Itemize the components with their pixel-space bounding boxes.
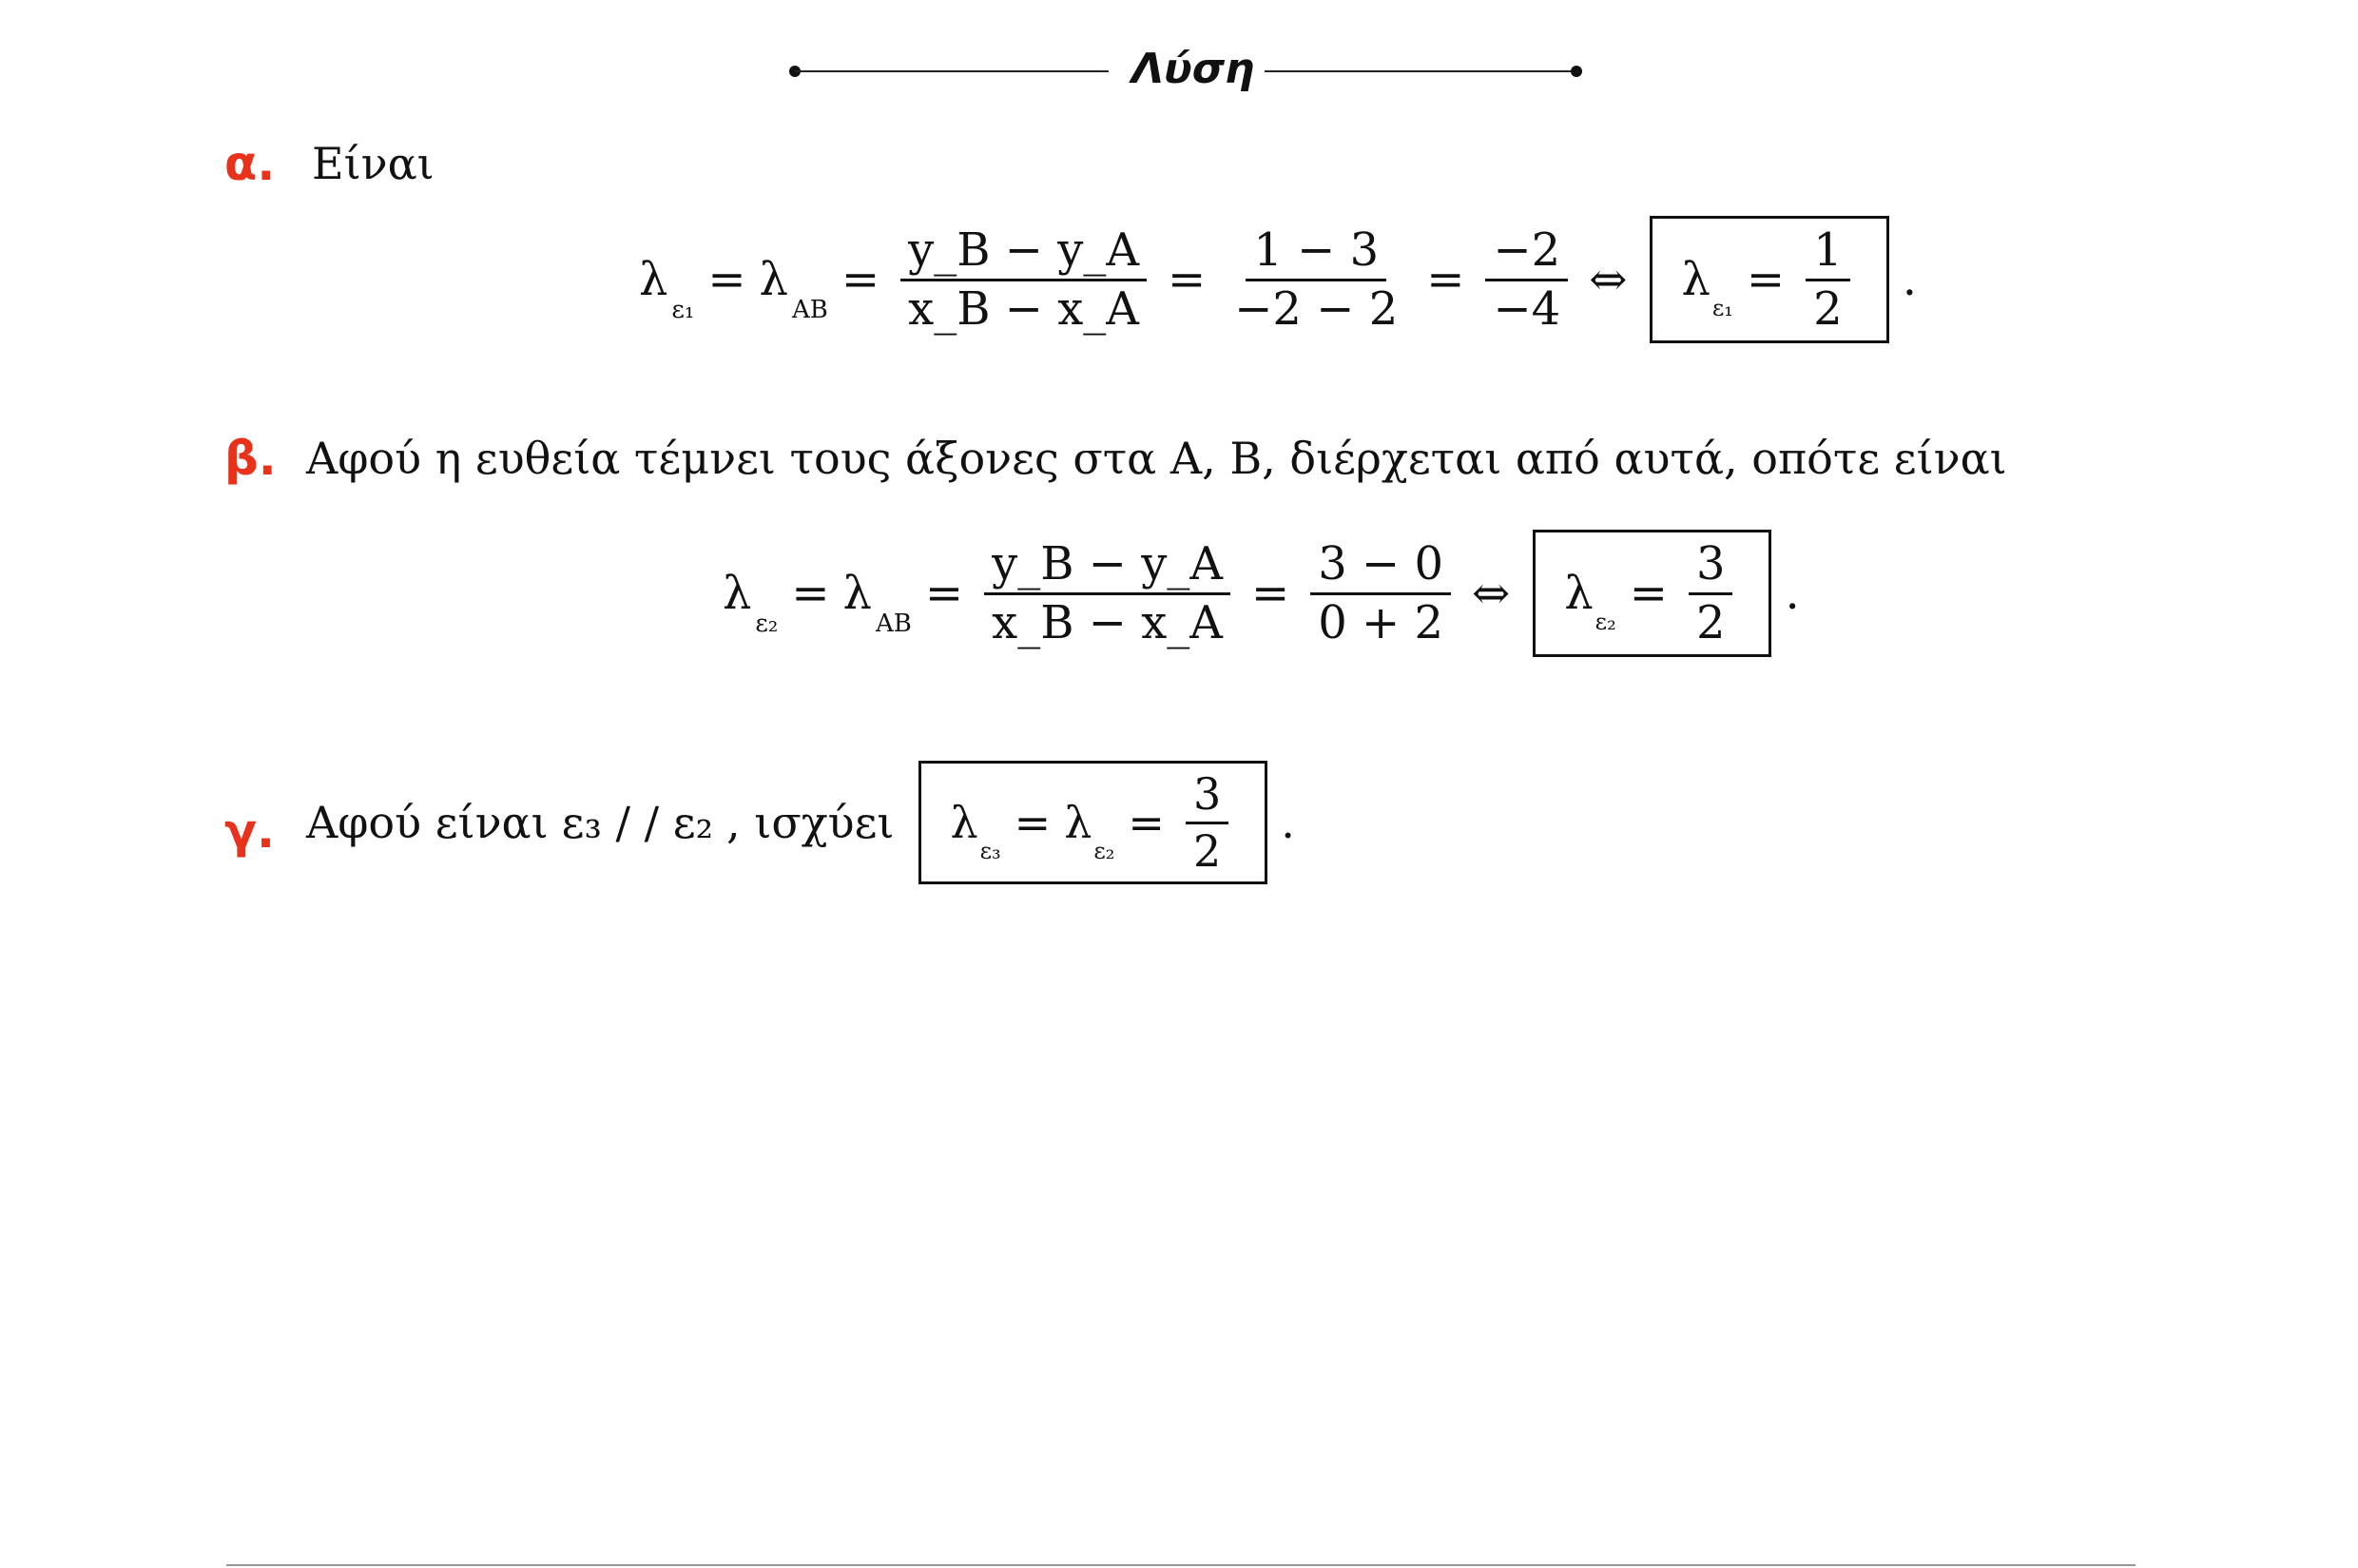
part-c-text-before: Αφού είναι xyxy=(306,797,549,848)
header-left-rule xyxy=(795,70,1109,72)
part-b-formula: λ ε₂ = λ AB = $\frac{y\_B - y\_A}{x\_B - x\_A}$ = $\frac{3 - 0}{0 + 2}$ ⇔ λ ε₂ = $\frac{3}{2}$ . xyxy=(723,517,1800,669)
solution-title: Λύση xyxy=(1131,45,1255,93)
simplified-fraction: $\frac{-2}{-4}$ xyxy=(1485,226,1568,333)
substitution-fraction: $\frac{3 - 0}{0 + 2}$ xyxy=(1310,540,1451,647)
part-c-line: Αφού είναι ε₃ / / ε₂ , ισχύει λ ε₃ = λ ε₂ = $\frac{3}{2}$ . xyxy=(306,751,1295,894)
result-box-b: λ ε₂ = $\frac{3}{2}$ xyxy=(1533,530,1771,657)
part-a-label: α. xyxy=(224,136,276,191)
slope-fraction: $\frac{y\_B - y\_A}{x\_B - x\_A}$ xyxy=(984,540,1230,647)
lambda-e2: λ ε₂ xyxy=(723,567,779,638)
part-b-label: β. xyxy=(224,431,277,486)
part-a-formula: λ ε₁ = λ AB = $\frac{y\_B - y\_A}{x\_B - x\_A}$ = $\frac{1 - 3}{-2 - 2}$ = $\frac{-2}{-4}$ ⇔ λ ε₁ = $\frac{1}{2}$ . xyxy=(639,203,1917,356)
part-b-text: Αφού η ευθεία τέμνει τους άξονες στα A, B, διέρχεται από αυτά, οπότε είναι xyxy=(306,433,2007,484)
solution-header xyxy=(789,36,1588,103)
lambda-ab: λ AB xyxy=(842,567,912,638)
result-box-c: λ ε₃ = λ ε₂ = $\frac{3}{2}$ xyxy=(918,761,1267,884)
part-c-label: γ. xyxy=(224,803,276,859)
substitution-fraction: $\frac{1 - 3}{-2 - 2}$ xyxy=(1234,223,1399,336)
part-c-text-after: , ισχύει xyxy=(726,797,895,848)
parallel-relation: ε₃ / / ε₂ xyxy=(561,797,714,848)
part-a-text: Είναι xyxy=(312,138,435,189)
result-box-a: λ ε₁ = $\frac{1}{2}$ xyxy=(1650,216,1888,343)
header-right-rule xyxy=(1265,70,1582,72)
lambda-ab: λ AB xyxy=(759,253,828,324)
footer-rule xyxy=(226,1564,2136,1566)
lambda-e1: λ ε₁ xyxy=(639,253,695,324)
header-right-dot xyxy=(1571,66,1582,77)
slope-fraction: $\frac{y\_B - y\_A}{x\_B - x\_A}$ xyxy=(900,226,1147,333)
